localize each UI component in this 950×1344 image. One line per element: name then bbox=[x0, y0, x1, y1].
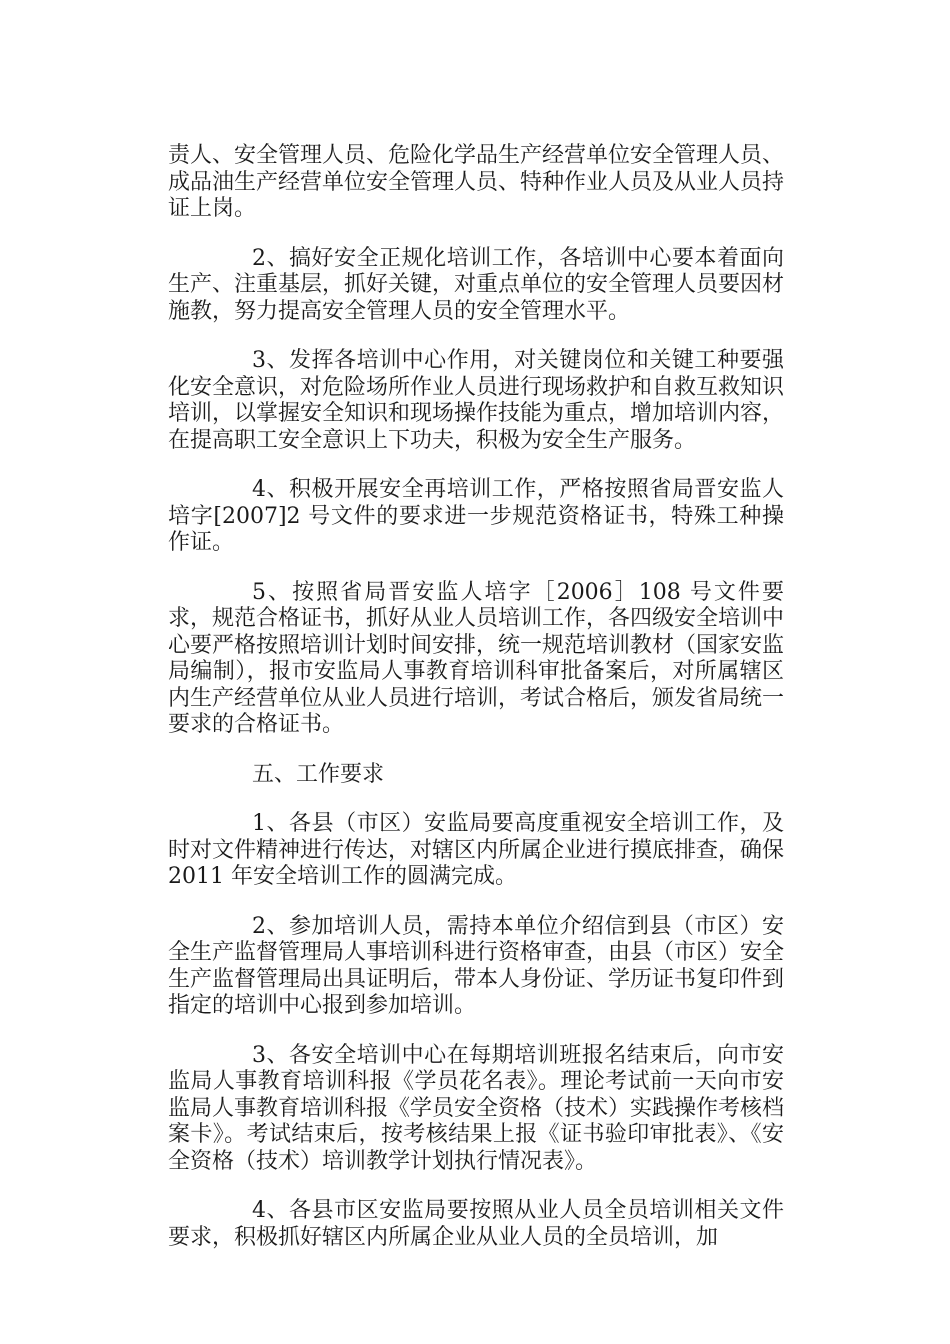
paragraph-item-2: 2、搞好安全正规化培训工作，各培训中心要本着面向生产、注重基层，抓好关键，对重点单位的安全管理人员要因材施教，努力提高安全管理人员的安全管理水平。 bbox=[168, 245, 785, 324]
requirement-item-4: 4、各县市区安监局要按照从业人员全员培训相关文件要求，积极抓好辖区内所属企业从业人员的全员培训，加 bbox=[168, 1198, 784, 1250]
requirement-item-1: 1、各县（市区）安监局要高度重视安全培训工作，及时对文件精神进行传达，对辖区内所属企业进行摸底排查，确保 2011 年安全培训工作的圆满完成。 bbox=[168, 811, 785, 889]
paragraph-continuation: 责人、安全管理人员、危险化学品生产经营单位安全管理人员、成品油生产经营单位安全管理人员、特种作业人员及从业人员持证上岗。 bbox=[168, 143, 785, 221]
paragraph-item-4: 4、积极开展安全再培训工作，严格按照省局晋安监人培字[2007]2 号文件的要求进一步规范资格证书，特殊工种操作证。 bbox=[168, 477, 784, 555]
document-body bbox=[168, 143, 784, 1274]
requirement-item-3: 3、各安全培训中心在每期培训班报名结束后，向市安监局人事教育培训科报《学员花名表》。理论考试前一天向市安监局人事教育培训科报《学员安全资格（技术）实践操作考核档案卡》。考试结束后，按考核结果上报《证书验印审批表》、《安全资格（技术）培训教学计划执行情况表》。 bbox=[168, 1042, 785, 1174]
paragraph-item-3: 3、发挥各培训中心作用，对关键岗位和关键工种要强化安全意识，对危险场所作业人员进行现场救护和自救互救知识培训，以掌握安全知识和现场操作技能为重点，增加培训内容，在提高职工安全意识上下功夫，积极为安全生产服务。 bbox=[168, 348, 785, 453]
section-heading-work-requirements: 五、工作要求 bbox=[252, 761, 385, 787]
requirement-item-2: 2、参加培训人员，需持本单位介绍信到县（市区）安全生产监督管理局人事培训科进行资格审查，由县（市区）安全生产监督管理局出具证明后，带本人身份证、学历证书复印件到指定的培训中心报到参加培训。 bbox=[168, 913, 785, 1018]
paragraph-item-5: 5、按照省局晋安监人培字［2006］108 号文件要求，规范合格证书，抓好从业人员培训工作，各四级安全培训中心要严格按照培训计划时间安排，统一规范培训教材（国家安监局编制），报市安监局人事教育培训科审批备案后，对所属辖区内生产经营单位从业人员进行培训，考试合格后，颁发省局统一要求的合格证书。 bbox=[168, 579, 785, 737]
